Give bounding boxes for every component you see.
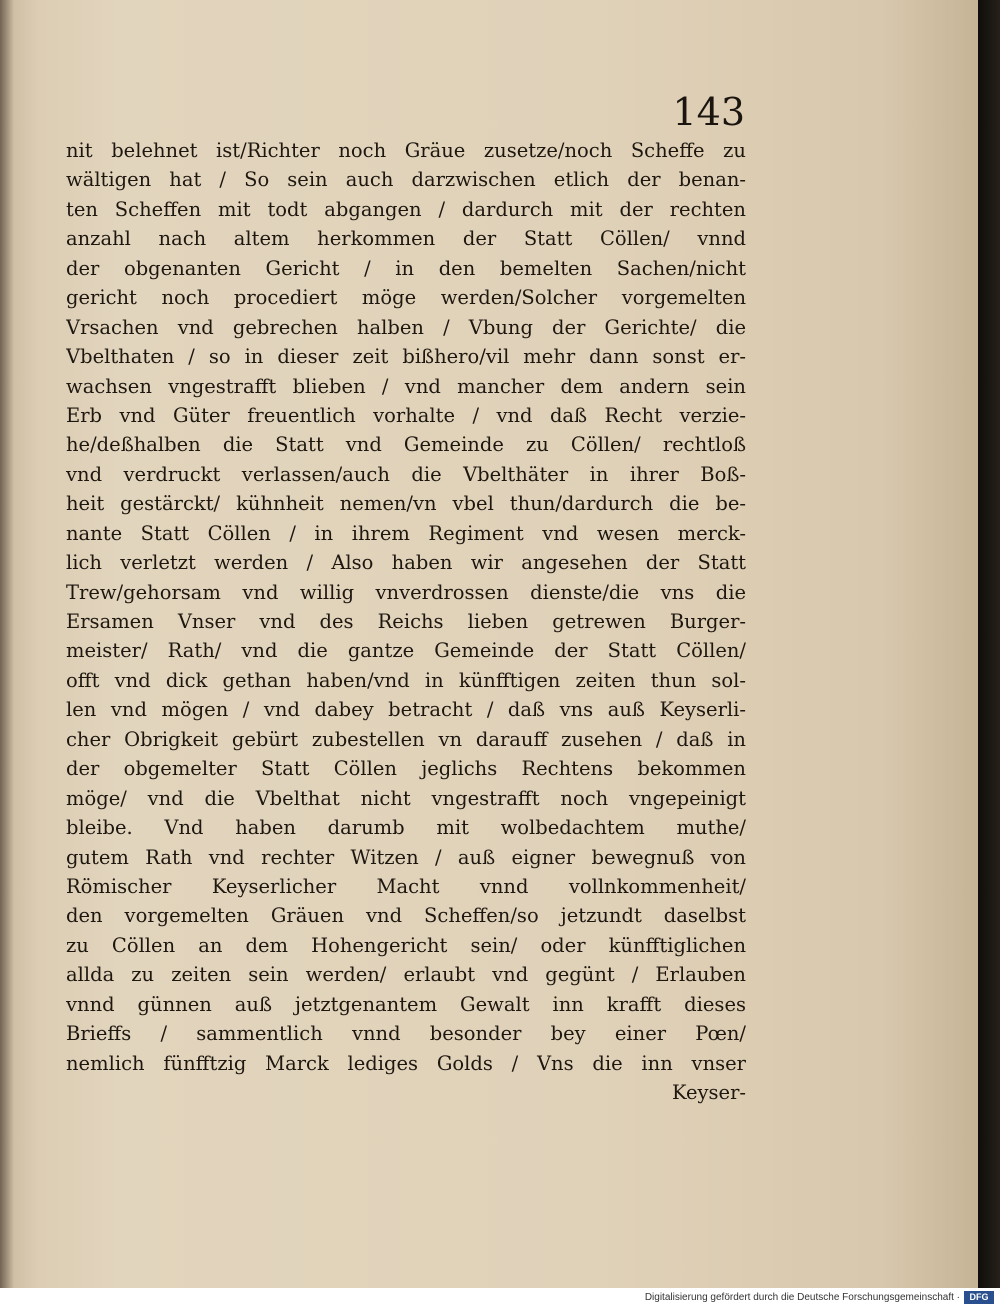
text-line: offt vnd dick gethan haben/vnd in künfftigen zeiten thun sol- — [66, 668, 746, 692]
text-line: Erb vnd Güter freuentlich vorhalte / vnd daß Recht verzie- — [66, 403, 746, 427]
text-line: Vbelthaten / so in dieser zeit bißhero/vil mehr dann sonst er- — [66, 345, 746, 369]
text-line: cher Obrigkeit gebürt zubestellen vn darauff zusehen / daß in — [66, 727, 746, 751]
page-gutter-shadow — [0, 0, 14, 1288]
text-line: he/deßhalben die Statt vnd Gemeinde zu Cöllen/ rechtloß — [66, 433, 746, 457]
text-line: nante Statt Cöllen / in ihrem Regiment vnd wesen merck- — [66, 521, 746, 545]
text-line: nemlich fünfftzig Marck lediges Golds / Vns die inn vnser — [66, 1051, 746, 1075]
text-line: wältigen hat / So sein auch darzwischen etlich der benan- — [66, 168, 746, 192]
text-line: heit gestärckt/ kühnheit nemen/vn vbel thun/dardurch die be- — [66, 492, 746, 516]
text-line: vnnd günnen auß jetztgenantem Gewalt inn krafft dieses — [66, 992, 746, 1016]
text-line: meister/ Rath/ vnd die gantze Gemeinde der Statt Cöllen/ — [66, 639, 746, 663]
text-line: wachsen vngestrafft blieben / vnd mancher dem andern sein — [66, 374, 746, 398]
page-number: 143 — [672, 90, 745, 134]
text-line: nit belehnet ist/Richter noch Gräue zusetze/noch Scheffe zu — [66, 139, 746, 162]
text-line: der obgenanten Gericht / in den bemelten Sachen/nicht — [66, 256, 746, 280]
text-line: bleibe. Vnd haben darumb mit wolbedachtem muthe/ — [66, 816, 746, 840]
text-line: vnd verdruckt verlassen/auch die Vbelthäter in ihrer Boß- — [66, 462, 746, 486]
text-line: zu Cöllen an dem Hohengericht sein/ oder künfftiglichen — [66, 933, 746, 957]
text-line: möge/ vnd die Vbelthat nicht vngestrafft noch vngepeinigt — [66, 786, 746, 810]
text-line: Brieffs / sammentlich vnnd besonder bey einer Pœn/ — [66, 1022, 746, 1046]
text-line: den vorgemelten Gräuen vnd Scheffen/so jetzundt daselbst — [66, 904, 746, 928]
text-line: Römischer Keyserlicher Macht vnnd vollnkommenheit/ — [66, 874, 746, 898]
text-line: Vrsachen vnd gebrechen halben / Vbung der Gerichte/ die — [66, 315, 746, 339]
text-line: Keyser- — [671, 1081, 746, 1104]
text-line: der obgemelter Statt Cöllen jeglichs Rechtens bekommen — [66, 757, 746, 781]
text-line: lich verletzt werden / Also haben wir angesehen der Statt — [66, 551, 746, 575]
footer-credit: Digitalisierung gefördert durch die Deutsche Forschungsgemeinschaft · — [644, 1292, 960, 1303]
text-line: ten Scheffen mit todt abgangen / dardurch mit der rechten — [66, 197, 746, 221]
body-text — [66, 136, 746, 1107]
text-line: Trew/gehorsam vnd willig vnverdrossen dienste/die vns die — [66, 580, 746, 604]
dfg-logo: DFG — [964, 1291, 994, 1304]
text-line: gericht noch procediert möge werden/Solcher vorgemelten — [66, 286, 746, 310]
page-edge — [978, 0, 1000, 1288]
text-line: gutem Rath vnd rechter Witzen / auß eigner bewegnuß von — [66, 845, 746, 869]
text-line: len vnd mögen / vnd dabey betracht / daß vns auß Keyserli- — [66, 698, 746, 722]
text-line: allda zu zeiten sein werden/ erlaubt vnd gegünt / Erlauben — [66, 963, 746, 987]
text-line: Ersamen Vnser vnd des Reichs lieben getrewen Burger- — [66, 610, 746, 633]
text-line: anzahl nach altem herkommen der Statt Cöllen/ vnnd — [66, 227, 746, 251]
